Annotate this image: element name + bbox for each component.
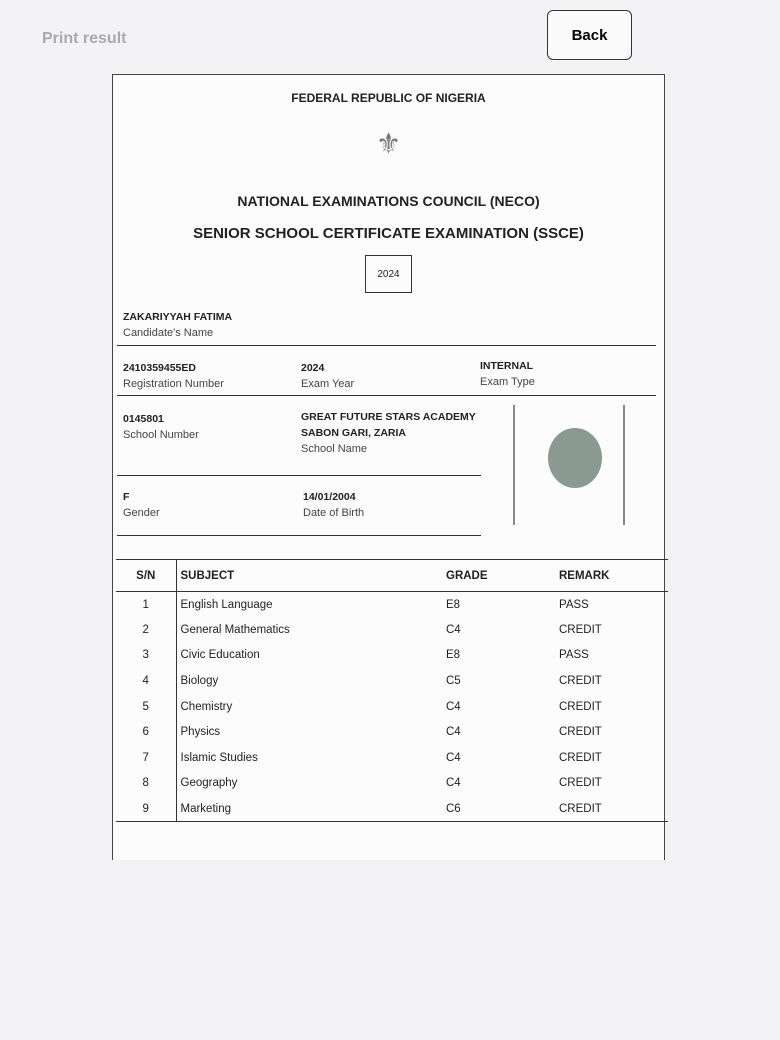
- column-header: SUBJECT: [176, 560, 446, 592]
- column-header: REMARK: [559, 560, 668, 592]
- council-heading: NATIONAL EXAMINATIONS COUNCIL (NECO): [237, 193, 540, 209]
- registration-field: 2410359455ED Registration Number: [123, 362, 224, 390]
- table-row: [116, 668, 668, 694]
- grade-cell: C5: [446, 675, 461, 688]
- table-row: [116, 694, 668, 720]
- table-row: [116, 592, 668, 618]
- subject-cell: Geography: [180, 777, 238, 790]
- subject-cell: Marketing: [176, 796, 446, 822]
- subject-cell: Physics: [180, 726, 221, 739]
- back-button[interactable]: Back: [547, 10, 632, 60]
- grade-cell: C4: [446, 726, 461, 739]
- serial-cell: 7: [116, 745, 176, 771]
- subject-cell: Chemistry: [180, 700, 233, 713]
- remark-cell: PASS: [559, 598, 589, 611]
- exam-type-field: INTERNAL Exam Type: [480, 360, 535, 388]
- serial-cell: 6: [116, 719, 176, 745]
- grade-cell: C6: [446, 796, 559, 822]
- subject-cell: Civic Education: [180, 649, 260, 662]
- grade-cell: E8: [446, 598, 461, 611]
- school-number-field: 0145801 School Number: [123, 413, 199, 441]
- serial-cell: 8: [116, 771, 176, 797]
- result-document: [112, 74, 665, 860]
- table-row: [116, 796, 668, 822]
- subject-cell: Islamic Studies: [180, 751, 258, 764]
- serial-cell: 3: [116, 643, 176, 669]
- column-header: S/N: [116, 560, 176, 592]
- column-header: GRADE: [446, 560, 559, 592]
- results-table: [116, 559, 668, 822]
- gender-field: F Gender: [123, 491, 160, 519]
- candidate-photo: [513, 405, 625, 525]
- subject-cell: Biology: [180, 675, 219, 688]
- grade-cell: E8: [446, 649, 461, 662]
- coat-of-arms-icon: ⚜: [375, 128, 402, 159]
- subject-cell: General Mathematics: [180, 623, 290, 636]
- subject-cell: English Language: [180, 598, 273, 611]
- remark-cell: CREDIT: [559, 796, 668, 822]
- country-heading: FEDERAL REPUBLIC OF NIGERIA: [291, 91, 486, 105]
- serial-cell: 4: [116, 668, 176, 694]
- grade-cell: C4: [446, 700, 461, 713]
- exam-year-field: 2024 Exam Year: [301, 362, 355, 390]
- table-row: [116, 771, 668, 797]
- school-name-field: GREAT FUTURE STARS ACADEMY SABON GARI, ZARIA School Name: [301, 411, 476, 455]
- table-row: [116, 745, 668, 771]
- candidate-name-field: ZAKARIYYAH FATIMA Candidate's Name: [123, 311, 233, 339]
- serial-cell: 2: [116, 617, 176, 643]
- serial-cell: 1: [116, 592, 176, 618]
- remark-cell: PASS: [559, 649, 589, 662]
- grade-cell: C4: [446, 623, 461, 636]
- exam-year-box: 2024: [365, 255, 412, 293]
- table-row: [116, 617, 668, 643]
- serial-cell: 5: [116, 694, 176, 720]
- remark-cell: CREDIT: [559, 777, 602, 790]
- grade-cell: C4: [446, 751, 461, 764]
- dob-field: 14/01/2004 Date of Birth: [303, 491, 365, 519]
- grade-cell: C4: [446, 777, 461, 790]
- serial-cell: 9: [116, 796, 176, 822]
- remark-cell: CREDIT: [559, 751, 602, 764]
- table-row: [116, 719, 668, 745]
- remark-cell: CREDIT: [559, 700, 602, 713]
- exam-heading: SENIOR SCHOOL CERTIFICATE EXAMINATION (SSCE): [193, 225, 584, 242]
- table-row: [116, 643, 668, 669]
- print-result-link[interactable]: Print result: [42, 30, 127, 47]
- remark-cell: CREDIT: [559, 623, 602, 636]
- remark-cell: CREDIT: [559, 726, 602, 739]
- remark-cell: CREDIT: [559, 675, 602, 688]
